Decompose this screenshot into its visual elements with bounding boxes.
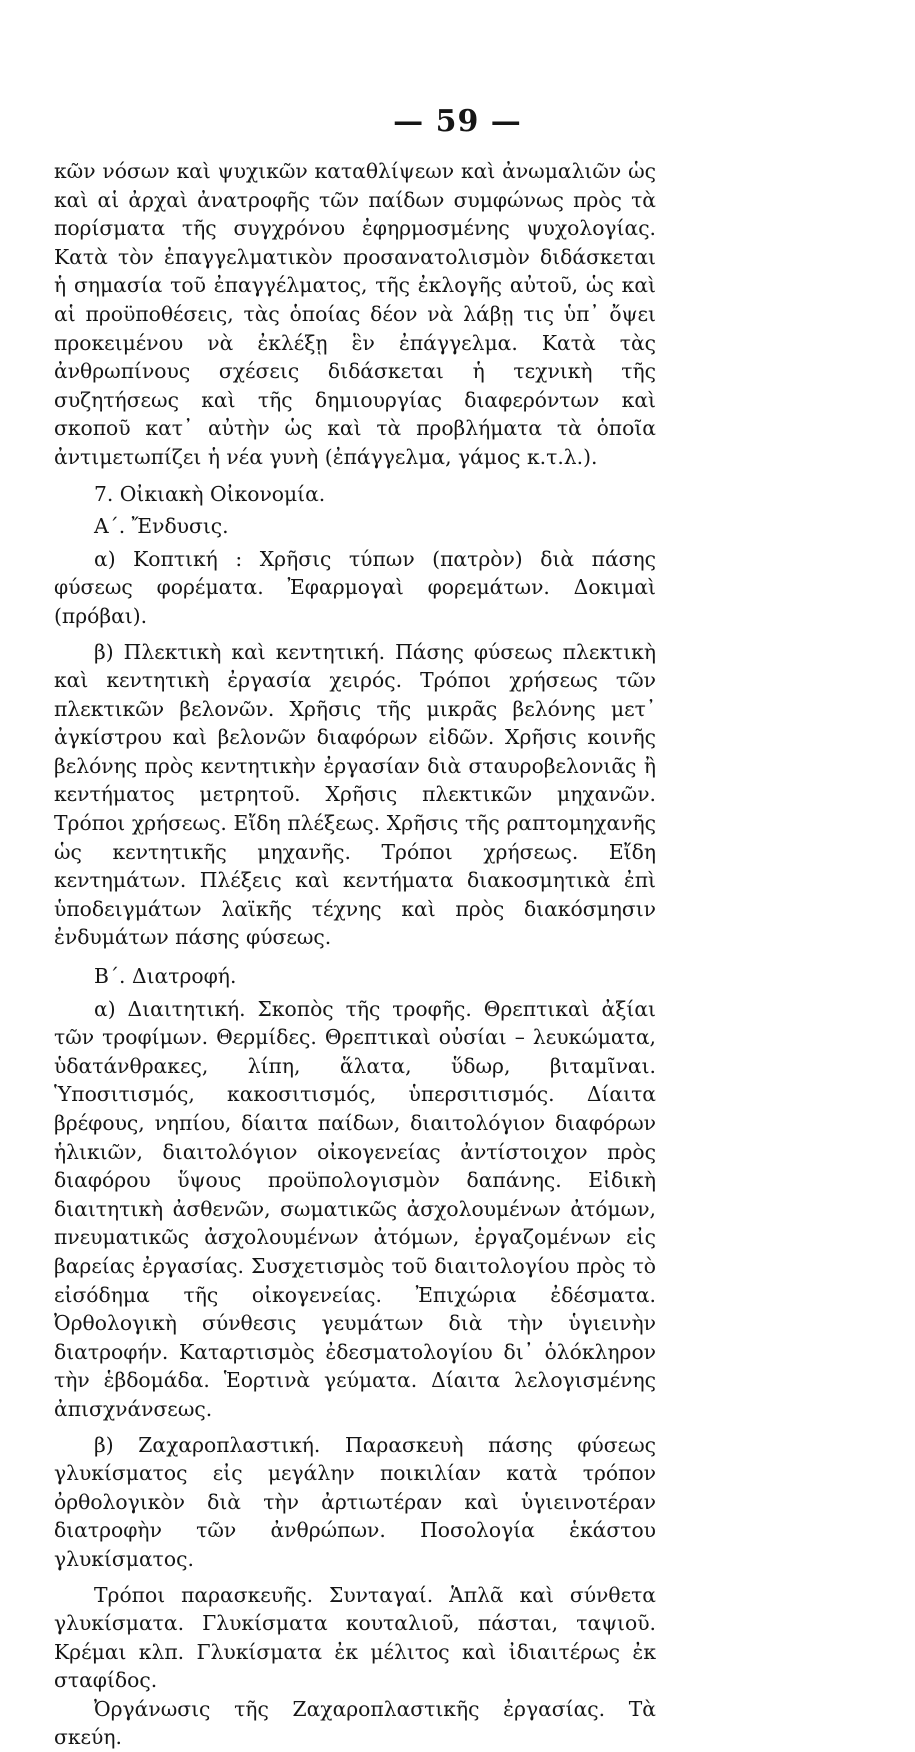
section-7-heading: 7. Οἰκιακὴ Οἰκονομία. xyxy=(94,481,326,506)
section-b-heading: Β΄. Διατροφή. xyxy=(94,964,237,989)
page-body xyxy=(54,157,656,1752)
paragraph-b-beta: β) Ζαχαροπλαστική. Παρασκευὴ πάσης φύσεως γλυκίσματος εἰς μεγάλην ποικιλίαν κατὰ τρόπον ὀρθολογικὸν διὰ τὴν ἀρτιωτέραν καὶ ὑγιεινοτέραν διατροφὴν τῶν ἀνθρώπων. Ποσολογία ἑκάστου γλυκίσματος. xyxy=(54,1432,656,1571)
paragraph-a-beta: β) Πλεκτικὴ καὶ κεντητική. Πάσης φύσεως πλεκτικὴ καὶ κεντητικὴ ἐργασία χειρός. Τρόποι χρήσεως τῶν πλεκτικῶν βελονῶν. Χρῆσις τῆς μικρᾶς βελόνης μετ᾿ ἀγκίστρου καὶ βελονῶν διαφόρων εἰδῶν. Χρῆσις κοινῆς βελόνης πρὸς κεντητικὴν ἐργασίαν διὰ σταυροβελονιᾶς ἢ κεντήματος μετρητοῦ. Χρῆσις πλεκτικῶν μηχανῶν. Τρόποι χρήσεως. Εἴδη πλέξεως. Χρῆσις τῆς ραπτομηχανῆς ὡς κεντητικῆς μηχανῆς. Τρόποι χρήσεως. Εἴδη κεντημάτων. Πλέξεις καὶ κεντήματα διακοσμητικὰ ἐπὶ ὑποδειγμάτων λαϊκῆς τέχνης καὶ πρὸς διακόσμησιν ἐνδυμάτων πάσης φύσεως. xyxy=(54,639,656,950)
paragraph-b-alpha: α) Διαιτητική. Σκοπὸς τῆς τροφῆς. Θρεπτικαὶ ἀξίαι τῶν τροφίμων. Θερμίδες. Θρεπτικαὶ οὐσίαι – λευκώματα, ὑδατάνθρακες, λίπη, ἅλατα, ὕδωρ, βιταμῖναι. Ὑποσιτισμός, κακοσιτισμός, ὑπερσιτισμός. Δίαιτα βρέφους, νηπίου, δίαιτα παίδων, διαιτολόγιον διαφόρων ἡλικιῶν, διαιτολόγιον οἰκογενείας ἀντίστοιχον πρὸς διαφόρου ὕψους προϋπολογισμὸν δαπάνης. Εἰδικὴ διαιτητικὴ ἀσθενῶν, σωματικῶς ἀσχολουμένων ἀτόμων, πνευματικῶς ἀσχολουμένων ἀτόμων, ἐργαζομένων εἰς βαρείας ἐργασίας. Συσχετισμὸς τοῦ διαιτολογίου πρὸς τὸ εἰσόδημα τῆς οἰκογενείας. Ἐπιχώρια ἐδέσματα. Ὀρθολογικὴ σύνθεσις γευμάτων διὰ τὴν ὑγιεινὴν διατροφήν. Καταρτισμὸς ἐδεσματολογίου δι᾿ ὁλόκληρον τὴν ἑβδομάδα. Ἑορτινὰ γεύματα. Δίαιτα λελογισμένης ἀπισχνάνσεως. xyxy=(54,996,656,1421)
paragraph-b-beta-recipes: Τρόποι παρασκευῆς. Συνταγαί. Ἁπλᾶ καὶ σύνθετα γλυκίσματα. Γλυκίσματα κουταλιοῦ, πάσται, ταψιοῦ. Κρέμαι κλπ. Γλυκίσματα ἐκ μέλιτος καὶ ἰδιαιτέρως ἐκ σταφίδος. xyxy=(54,1582,656,1693)
section-a-heading: Α΄. Ἔνδυσις. xyxy=(94,514,229,539)
intro-paragraph: κῶν νόσων καὶ ψυχικῶν καταθλίψεων καὶ ἀνωμαλιῶν ὡς καὶ αἱ ἀρχαὶ ἀνατροφῆς τῶν παίδων συμφώνως πρὸς τὰ πορίσματα τῆς συγχρόνου ἐφηρμοσμένης ψυχολογίας. Κατὰ τὸν ἐπαγγελματικὸν προσανατολισμὸν διδάσκεται ἡ σημασία τοῦ ἐπαγγέλματος, τῆς ἐκλογῆς αὐτοῦ, ὡς καὶ αἱ προϋποθέσεις, τὰς ὁποίας δέον νὰ λάβῃ τις ὑπ᾿ ὄψει προκειμένου νὰ ἐκλέξῃ ἓν ἐπάγγελμα. Κατὰ τὰς ἀνθρωπίνους σχέσεις διδάσκεται ἡ τεχνικὴ τῆς συζητήσεως καὶ τῆς δημιουργίας διαφερόντων καὶ σκοποῦ κατ᾿ αὐτὴν ὡς καὶ τὰ προβλήματα τὰ ὁποῖα ἀντιμετωπίζει ἡ νέα γυνὴ (ἐπάγγελμα, γάμος κ.τ.λ.). xyxy=(54,159,656,469)
paragraph-b-beta-organization: Ὀργάνωσις τῆς Ζαχαροπλαστικῆς ἐργασίας. Τὰ σκεύη. xyxy=(54,1696,656,1750)
paragraph-a-alpha: α) Κοπτική : Χρῆσις τύπων (πατρὸν) διὰ πάσης φύσεως φορέματα. Ἐφαρμογαὶ φορεμάτων. Δοκιμαὶ (πρόβαι). xyxy=(54,546,656,628)
page-number: — 59 — xyxy=(393,104,522,139)
